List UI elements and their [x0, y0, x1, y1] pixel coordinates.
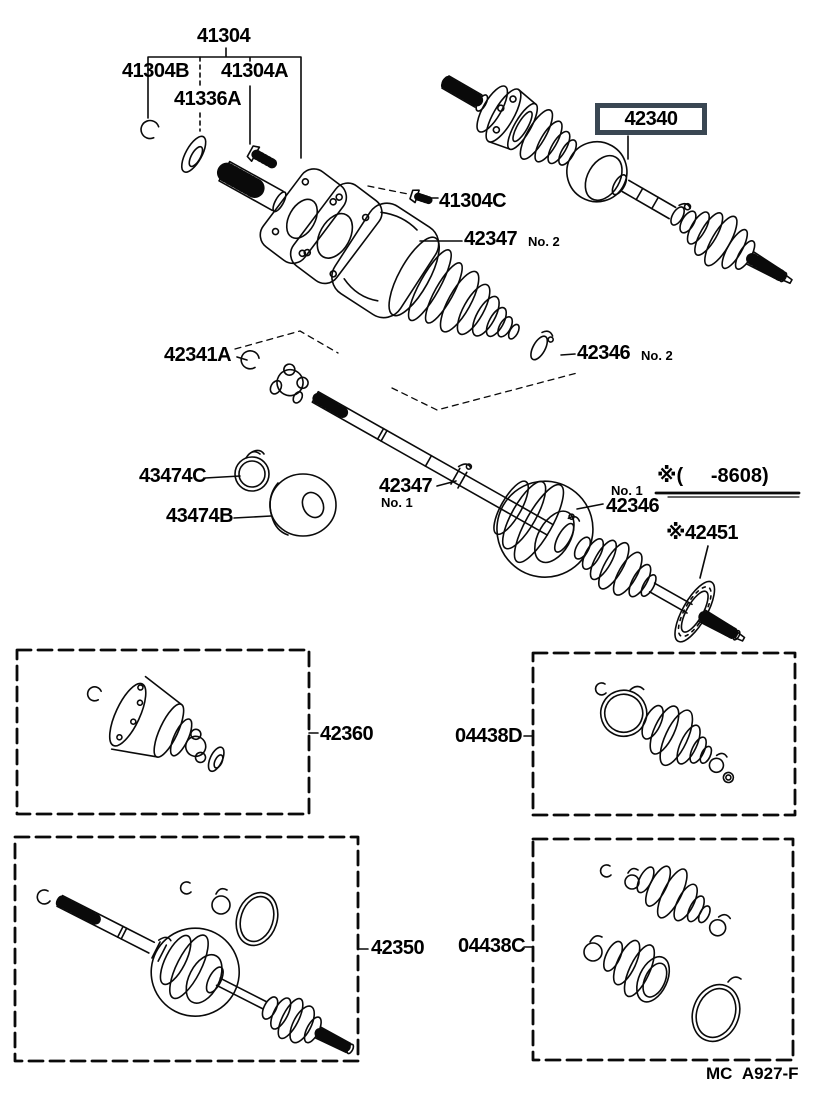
spline-hatch — [227, 173, 255, 189]
part-label-43474B: 43474B — [166, 505, 234, 527]
part-label-42346-no2: 42346 — [577, 342, 631, 364]
part-label-42451: ※42451 — [666, 522, 739, 544]
part-qualifier-42347-no2: No. 2 — [528, 234, 560, 249]
lower-boot — [584, 930, 748, 1048]
spline-hatch — [318, 398, 344, 413]
bolt-41304C-drawing — [409, 188, 430, 206]
part-qualifier-42346-no2: No. 2 — [641, 348, 673, 363]
kit-42350-contents — [37, 862, 372, 1091]
inboard-flange-joint — [469, 79, 544, 157]
small-clamp — [212, 889, 230, 914]
kit-box-04438C — [533, 839, 793, 1060]
figure-code: MC A927-F — [706, 1064, 799, 1083]
kit-box-04438D — [533, 653, 795, 815]
drive-shaft-assembly-42340-drawing — [427, 55, 806, 309]
tripod-joint — [268, 361, 314, 407]
axle-shaft-assembly-drawing — [218, 316, 767, 683]
production-range-note: ※( -8608) — [657, 465, 769, 487]
part-label-42341A: 42341A — [164, 344, 232, 366]
kit-04438C-contents — [584, 853, 748, 1048]
part-label-43474C: 43474C — [139, 465, 207, 487]
shaft-clamp-42347-no1 — [449, 460, 472, 489]
highlighted-part-label-42340[interactable]: 42340 — [595, 103, 707, 135]
kit-label-42350: 42350 — [371, 937, 425, 959]
snap-ring-42341A — [238, 348, 262, 372]
part-label-41304A: 41304A — [221, 60, 289, 82]
part-label-41304B: 41304B — [122, 60, 190, 82]
part-qualifier-42346-no1: No. 1 — [611, 483, 643, 498]
kit-box-42360 — [17, 650, 309, 814]
part-label-42346-no1: 42346 — [606, 495, 660, 517]
damper-43474B-drawing — [270, 474, 336, 536]
note-underline — [656, 493, 799, 497]
spline-hatch — [704, 617, 732, 633]
spline-hatch — [752, 259, 780, 275]
dashed-boundary-lines — [235, 186, 577, 410]
hub-bolt-41304A — [246, 144, 277, 171]
backing-plate — [281, 170, 392, 296]
part-label-41336A: 41336A — [174, 88, 242, 110]
kit-label-42360: 42360 — [320, 723, 374, 745]
part-label-42347-no1: 42347 — [379, 475, 433, 497]
snap-ring-41304B — [138, 117, 161, 141]
kit-42360-contents — [70, 657, 241, 793]
part-label-42347-no2: 42347 — [464, 228, 518, 250]
part-label-41304: 41304 — [197, 25, 251, 47]
inner-boot-no2 — [434, 267, 527, 360]
part-label-41304C: 41304C — [439, 190, 507, 212]
outer-boot — [669, 195, 743, 270]
dynamic-damper-42451 — [668, 576, 722, 647]
oil-seal-41336A — [177, 133, 210, 176]
boot-clamp-42346-no2 — [528, 328, 556, 363]
part-qualifier-42347-no1: No. 1 — [381, 495, 413, 510]
kit-04438D-contents — [590, 676, 752, 794]
kit-label-04438C: 04438C — [458, 935, 526, 957]
outer-boot-no1 — [564, 523, 634, 593]
spline-hatch — [448, 84, 477, 101]
kit-label-04438D: 04438D — [455, 725, 523, 747]
